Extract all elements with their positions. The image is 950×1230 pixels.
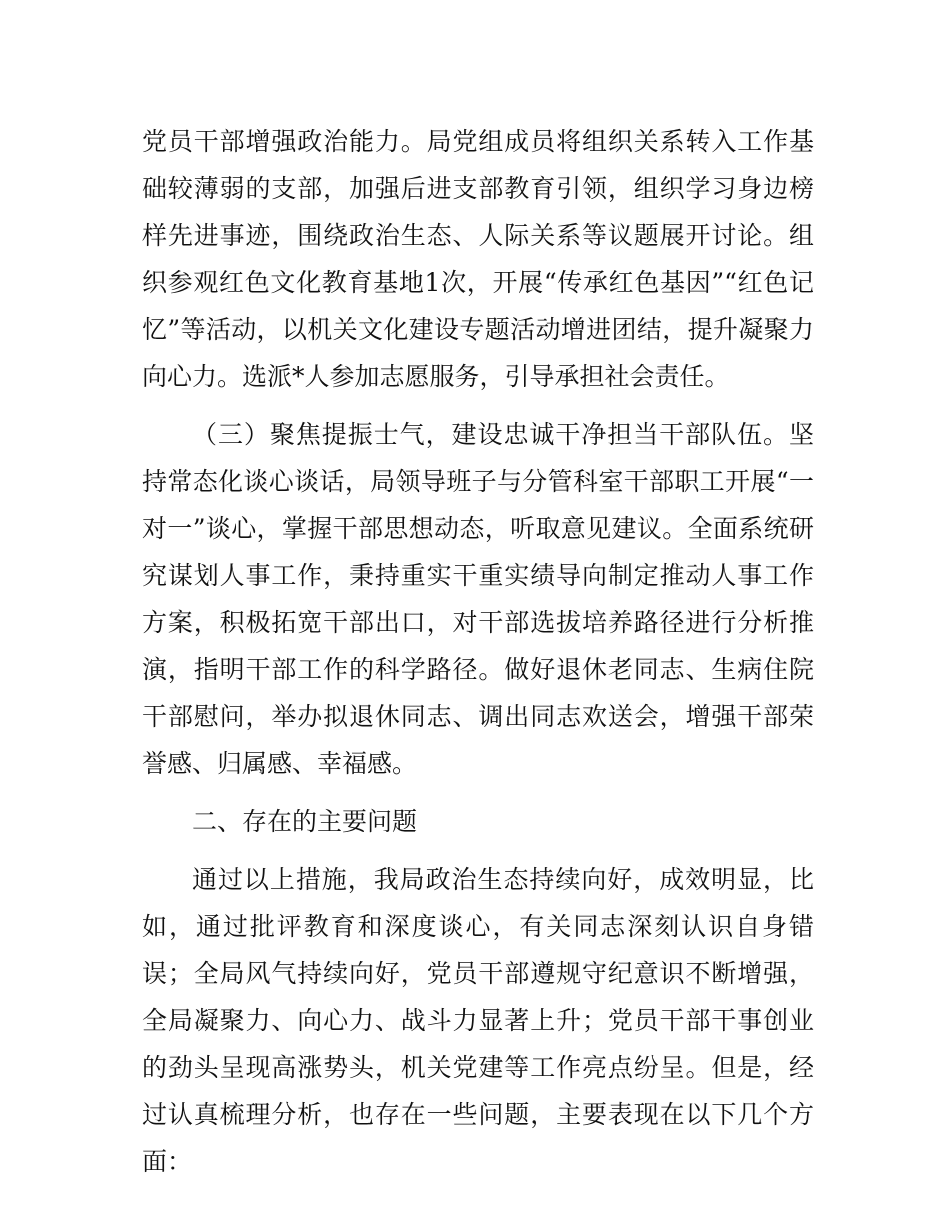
paragraph-continuation: 党员干部增强政治能力。局党组成员将组织关系转入工作基础较薄弱的支部，加强后进支部教育引领，组织学习身边榜样先进事迹，围绕政治生态、人际关系等议题展开讨论。组织参观红色文化教育基地1次，开展“传承红色基因”“红色记忆”等活动，以机关文化建设专题活动增进团结，提升凝聚力向心力。选派*人参加志愿服务，引导承担社会责任。 (142, 127, 814, 391)
paragraph-problems-intro: 通过以上措施，我局政治生态持续向好，成效明显，比如，通过批评教育和深度谈心，有关同志深刻认识自身错误；全局风气持续向好，党员干部遵规守纪意识不断增强，全局凝聚力、向心力、战斗力显著上升；党员干部干事创业的劲头呈现高涨势头，机关党建等工作亮点纷呈。但是，经过认真梳理分析，也存在一些问题，主要表现在以下几个方面： (142, 865, 814, 1176)
section-heading: 二、存在的主要问题 (192, 807, 418, 836)
document-page (142, 118, 814, 1196)
paragraph-section-three: （三）聚焦提振士气，建设忠诚干净担当干部队伍。坚持常态化谈心谈话，局领导班子与分管科室干部职工开展“一对一”谈心，掌握干部思想动态，听取意见建议。全面系统研究谋划人事工作，秉持重实干重实绩导向制定推动人事工作方案，积极拓宽干部出口，对干部选拔培养路径进行分析推演，指明干部工作的科学路径。做好退休老同志、生病住院干部慰问，举办拟退休同志、调出同志欢送会，增强干部荣誉感、归属感、幸福感。 (142, 420, 814, 778)
